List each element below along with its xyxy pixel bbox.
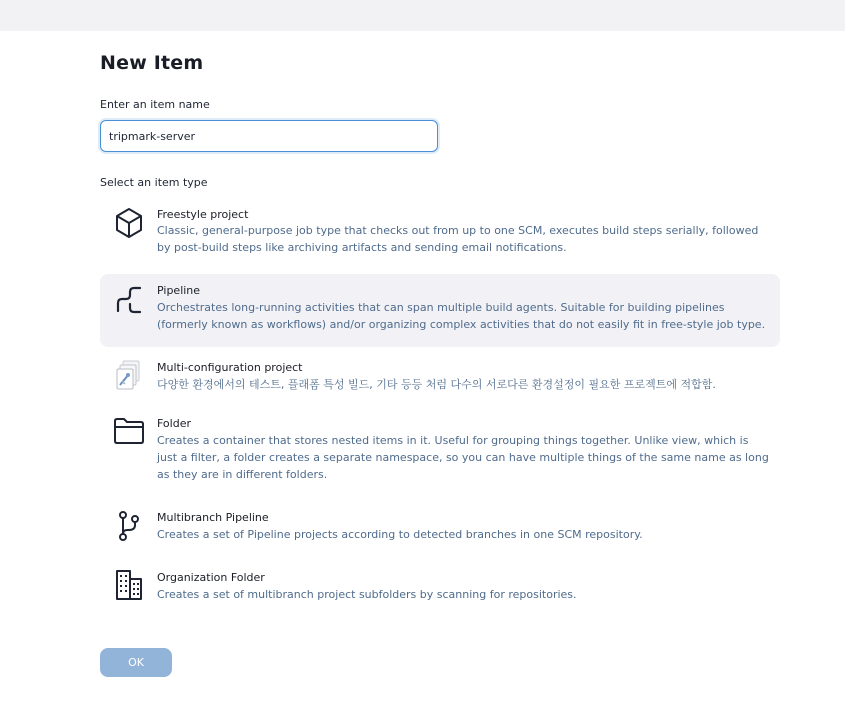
item-type-label: Select an item type	[100, 176, 208, 189]
branch-icon	[112, 509, 146, 543]
item-type-title: Pipeline	[157, 284, 201, 297]
item-type-description: Creates a set of multibranch project subfolders by scanning for repositories.	[157, 588, 577, 601]
page-title: New Item	[100, 52, 204, 74]
item-type-description: Creates a container that stores nested items in it. Useful for grouping things together. Unlike view, which is just a filter, a folder creates a separate namespace, so you can have multiple things of the same name as long as they are in different folders.	[157, 434, 769, 481]
item-type-organization-folder[interactable]	[100, 566, 780, 606]
item-type-description: Classic, general-purpose job type that checks out from up to one SCM, executes build steps serially, followed by post-build steps like archiving artifacts and sending email notifications.	[157, 224, 759, 254]
multi-config-icon	[112, 358, 146, 392]
item-type-description: Creates a set of Pipeline projects according to detected branches in one SCM repository.	[157, 528, 643, 541]
item-type-description: 다양한 환경에서의 테스트, 플래폼 특성 빌드, 기타 등등 처럼 다수의 서로다른 환경설정이 필요한 프로젝트에 적합함.	[157, 378, 716, 391]
item-type-title: Folder	[157, 417, 191, 430]
item-type-title: Multibranch Pipeline	[157, 511, 269, 524]
item-type-multibranch-pipeline[interactable]	[100, 506, 780, 546]
item-type-multi-configuration-project[interactable]	[100, 356, 780, 396]
ok-button[interactable]: OK	[100, 648, 172, 677]
item-type-freestyle-project[interactable]	[100, 200, 780, 264]
item-type-title: Freestyle project	[157, 208, 249, 221]
top-bar	[0, 0, 845, 31]
pipeline-icon	[112, 283, 146, 317]
item-type-folder[interactable]	[100, 412, 780, 486]
item-type-description: Orchestrates long-running activities that can span multiple build agents. Suitable for building pipelines (formerly known as workflows) and/or organizing complex activities that do not easily fit in free-style job type.	[157, 301, 766, 331]
item-name-label: Enter an item name	[100, 98, 210, 111]
folder-icon	[112, 414, 146, 448]
cube-icon	[112, 206, 146, 240]
building-icon	[112, 568, 146, 602]
item-type-title: Multi-configuration project	[157, 361, 303, 374]
item-type-pipeline[interactable]	[100, 274, 780, 347]
item-type-title: Organization Folder	[157, 571, 265, 584]
item-name-input[interactable]	[100, 120, 438, 152]
